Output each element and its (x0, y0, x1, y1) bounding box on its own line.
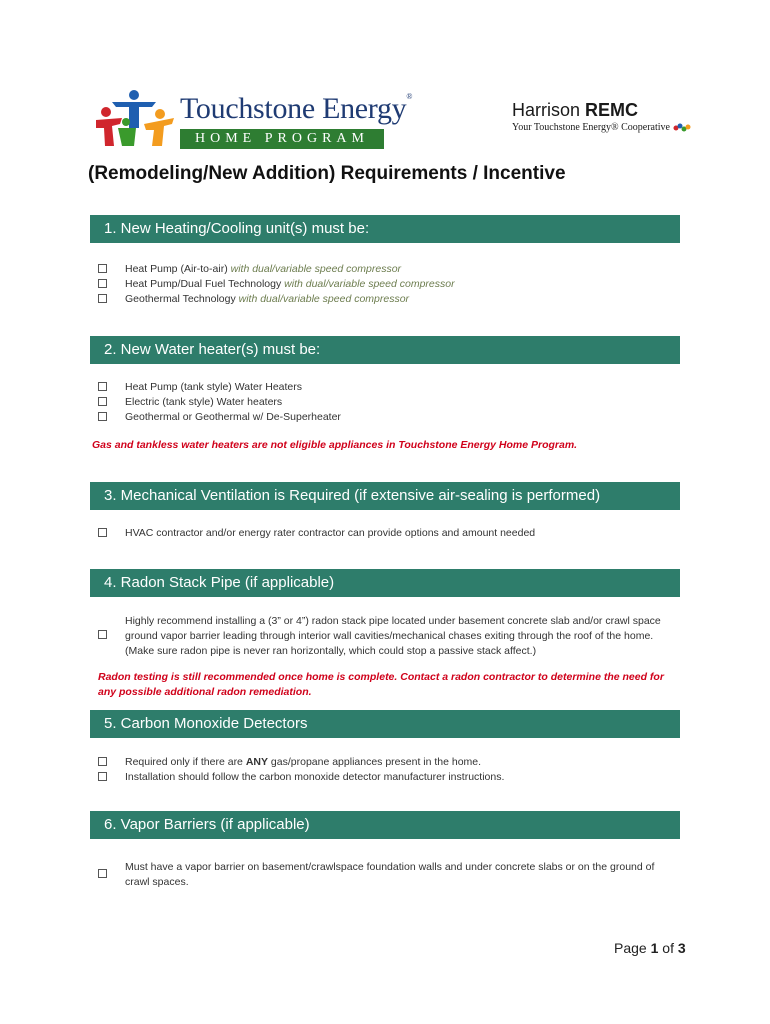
harrison-remc-name: Harrison REMC (512, 100, 639, 120)
section-3-heading: 3. Mechanical Ventilation is Required (if extensive air-sealing is performed) (90, 482, 680, 510)
list-item: Geothermal or Geothermal w/ De-Superheater (98, 410, 341, 425)
checkbox-icon[interactable] (98, 412, 107, 421)
list-item: Heat Pump (Air-to-air) with dual/variable speed compressor (98, 262, 401, 277)
list-item: Required only if there are ANY gas/propane appliances present in the home. (98, 755, 481, 770)
harrison-remc-tagline: Your Touchstone Energy® Cooperative (512, 122, 682, 133)
checkbox-icon[interactable] (98, 382, 107, 391)
checkbox-icon[interactable] (98, 279, 107, 288)
checkbox-icon[interactable] (98, 528, 107, 537)
radon-warning: Radon testing is still recommended once home is complete. Contact a radon contractor to determine the need for any possible additional radon remediation. (98, 671, 664, 698)
page-number: Page 1 of 3 (614, 940, 686, 956)
harrison-remc-logo (512, 100, 682, 140)
list-item: Installation should follow the carbon monoxide detector manufacturer instructions. (98, 770, 504, 785)
vapor-barrier-paragraph: Must have a vapor barrier on basement/crawlspace foundation walls and under concrete slabs or on the ground of crawl spaces. (125, 861, 655, 888)
list-item: HVAC contractor and/or energy rater contractor can provide options and amount needed (98, 526, 535, 541)
list-item: Geothermal Technology with dual/variable speed compressor (98, 292, 409, 307)
page-title: (Remodeling/New Addition) Requirements / Incentive (88, 163, 566, 184)
list-item: Electric (tank style) Water heaters (98, 395, 282, 410)
radon-paragraph: Highly recommend installing a (3” or 4”) radon stack pipe located under basement concrete slab and/or crawl space ground vapor barrier leading through interior wall cavities/mechanical chases exiting through the roof of the home. (Make sure radon pipe is never ran horizontally, which could stop a passive stack affect.) (125, 615, 661, 657)
touchstone-mini-icon (673, 123, 691, 133)
checkbox-icon[interactable] (98, 264, 107, 273)
section-5-heading: 5. Carbon Monoxide Detectors (90, 710, 680, 738)
section-6-heading: 6. Vapor Barriers (if applicable) (90, 811, 680, 839)
water-heater-warning: Gas and tankless water heaters are not eligible appliances in Touchstone Energy Home Program. (92, 439, 578, 451)
checkbox-icon[interactable] (98, 397, 107, 406)
list-item: Heat Pump (tank style) Water Heaters (98, 380, 302, 395)
touchstone-figures-icon (92, 88, 176, 150)
checkbox-icon[interactable] (98, 294, 107, 303)
section-2-heading: 2. New Water heater(s) must be: (90, 336, 680, 364)
checkbox-icon[interactable] (98, 772, 107, 781)
checkbox-icon[interactable] (98, 869, 107, 878)
list-item: Heat Pump/Dual Fuel Technology with dual/variable speed compressor (98, 277, 455, 292)
logo-touchstone-text: Touchstone Energy® (180, 92, 413, 125)
checkbox-icon[interactable] (98, 757, 107, 766)
section-4-heading: 4. Radon Stack Pipe (if applicable) (90, 569, 680, 597)
checkbox-icon[interactable] (98, 630, 107, 639)
touchstone-logo (92, 88, 413, 150)
section-1-heading: 1. New Heating/Cooling unit(s) must be: (90, 215, 680, 243)
logo-home-program-band: HOME PROGRAM (180, 129, 384, 149)
